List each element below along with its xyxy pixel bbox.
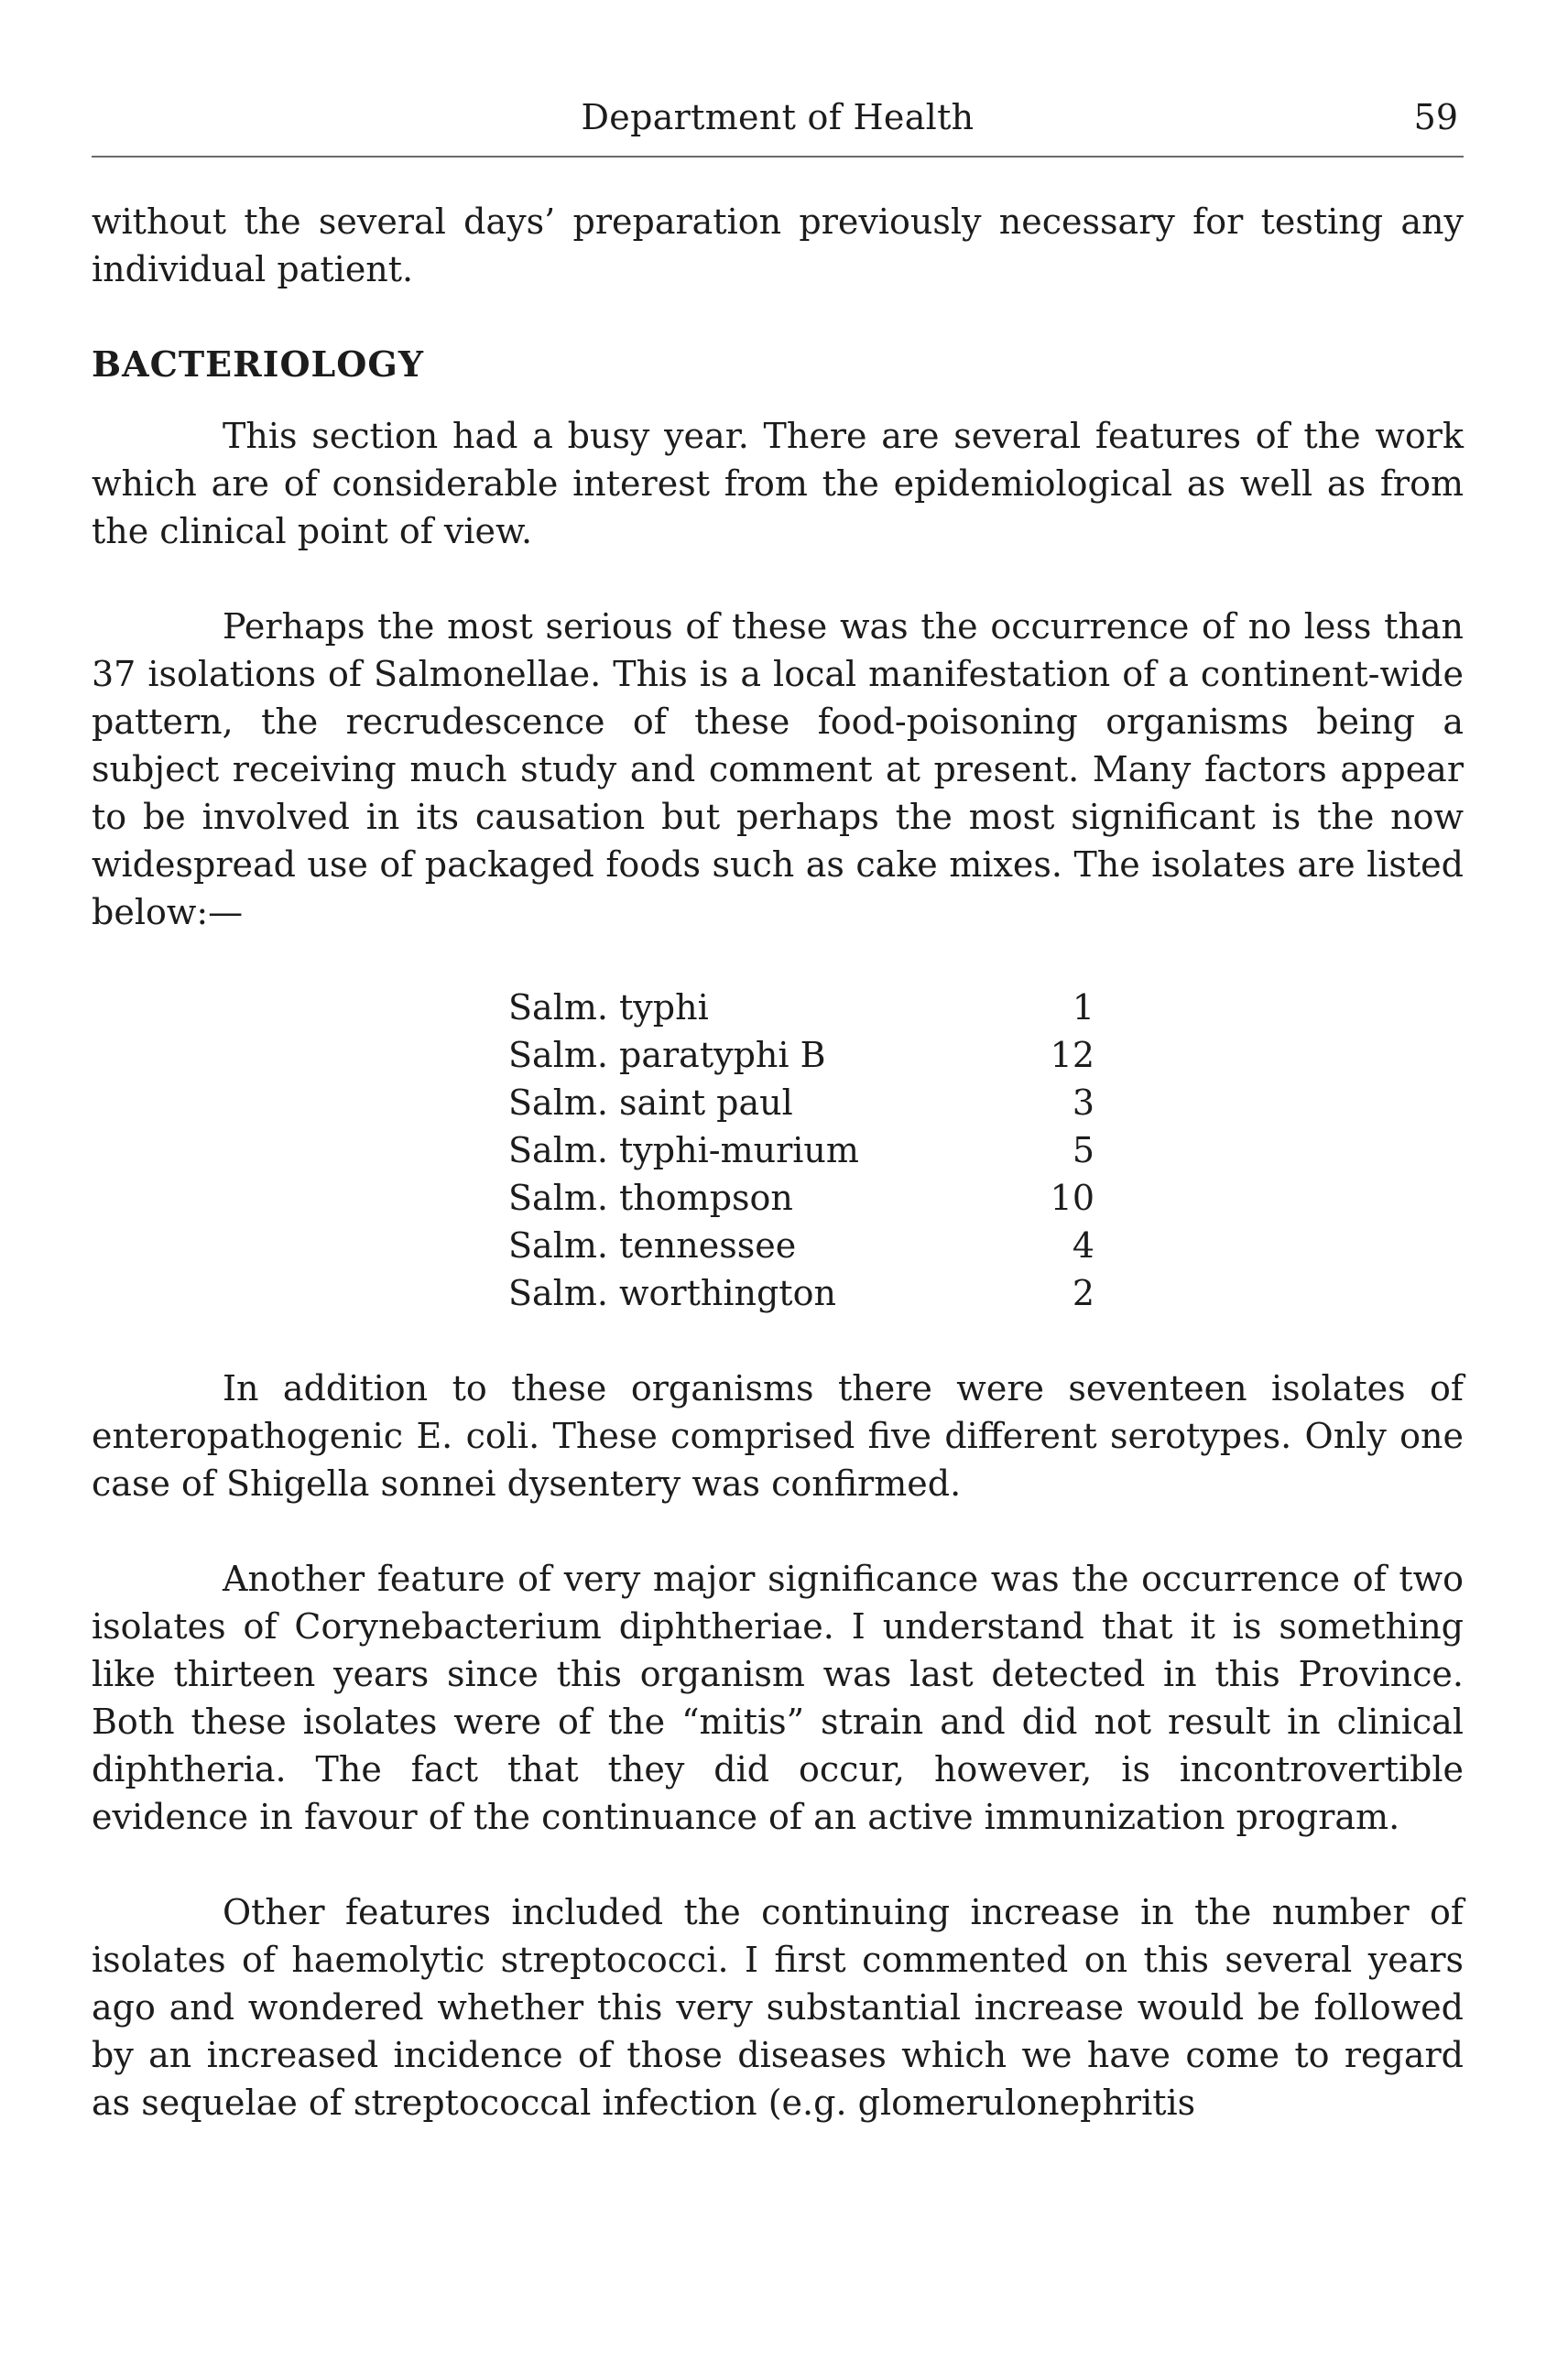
isolate-count: 3 [1072,1082,1094,1123]
isolate-count: 10 [1050,1178,1094,1218]
isolates-table [508,984,1094,1317]
paragraph-e-coli: In addition to these organisms there were seventeen isolates of enteropathogenic E. coli. These comprised five different serotypes. Only one case of Shigella sonnei dysentery was confirmed. [92,1368,1464,1504]
isolate-count: 5 [1072,1130,1094,1170]
isolate-name: Salm. typhi [508,987,709,1028]
isolate-count: 12 [1050,1035,1094,1075]
isolate-count: 1 [1072,987,1094,1028]
paragraph-diphtheriae: Another feature of very major significance was the occurrence of two isolates of Corynebacterium diphtheriae. I understand that it is something like thirteen years since this organism was last detected in this Province. Both these isolates were of the “mitis” strain and did not result in clinical diphtheria. The fact that they did occur, however, is incontrovertible evidence in favour of the continuance of an active immunization program. [92,1559,1464,1837]
body-text [92,198,1464,2174]
isolate-name: Salm. tennessee [508,1225,797,1266]
section-heading: BACTERIOLOGY [92,343,424,385]
isolate-name: Salm. worthington [508,1273,836,1313]
page-number: 59 [1413,97,1458,137]
running-title: Department of Health [581,97,975,137]
paragraph-streptococci: Other features included the continuing increase in the number of isolates of haemolytic streptococci. I first commented on this several years ago and wondered whether this very substantial increase would be followed by an increased incidence of those diseases which we have come to regard as sequelae of streptococcal infection (e.g. glomerulonephritis [92,1892,1464,2123]
isolate-name: Salm. saint paul [508,1082,793,1123]
table-row [508,1222,1094,1269]
table-row [508,1126,1094,1174]
isolate-name: Salm. typhi-murium [508,1130,859,1170]
table-row [508,984,1094,1031]
isolate-name: Salm. paratyphi B [508,1035,826,1075]
table-row [508,1174,1094,1222]
table-row [508,1269,1094,1317]
running-header [92,93,1464,150]
isolate-name: Salm. thompson [508,1178,793,1218]
isolate-count: 2 [1072,1273,1094,1313]
paragraph-salmonellae: Perhaps the most serious of these was the occurrence of no less than 37 isolations of Salmonellae. This is a local manifestation of a continent-wide pattern, the recrudescence of these food-poisoning organisms being a subject receiving much study and comment at present. Many factors appear to be involved in its causation but perhaps the most significant is the now widespread use of packaged foods such as cake mixes. The isolates are listed below:— [92,606,1464,932]
table-row [508,1079,1094,1126]
isolate-count: 4 [1072,1225,1094,1266]
continued-paragraph: without the several days’ preparation previously necessary for testing any individual patient. [92,201,1464,289]
table-row [508,1031,1094,1079]
paragraph-busy-year: This section had a busy year. There are several features of the work which are of considerable interest from the epidemiological as well as from the clinical point of view. [92,416,1464,551]
header-rule [92,156,1464,158]
